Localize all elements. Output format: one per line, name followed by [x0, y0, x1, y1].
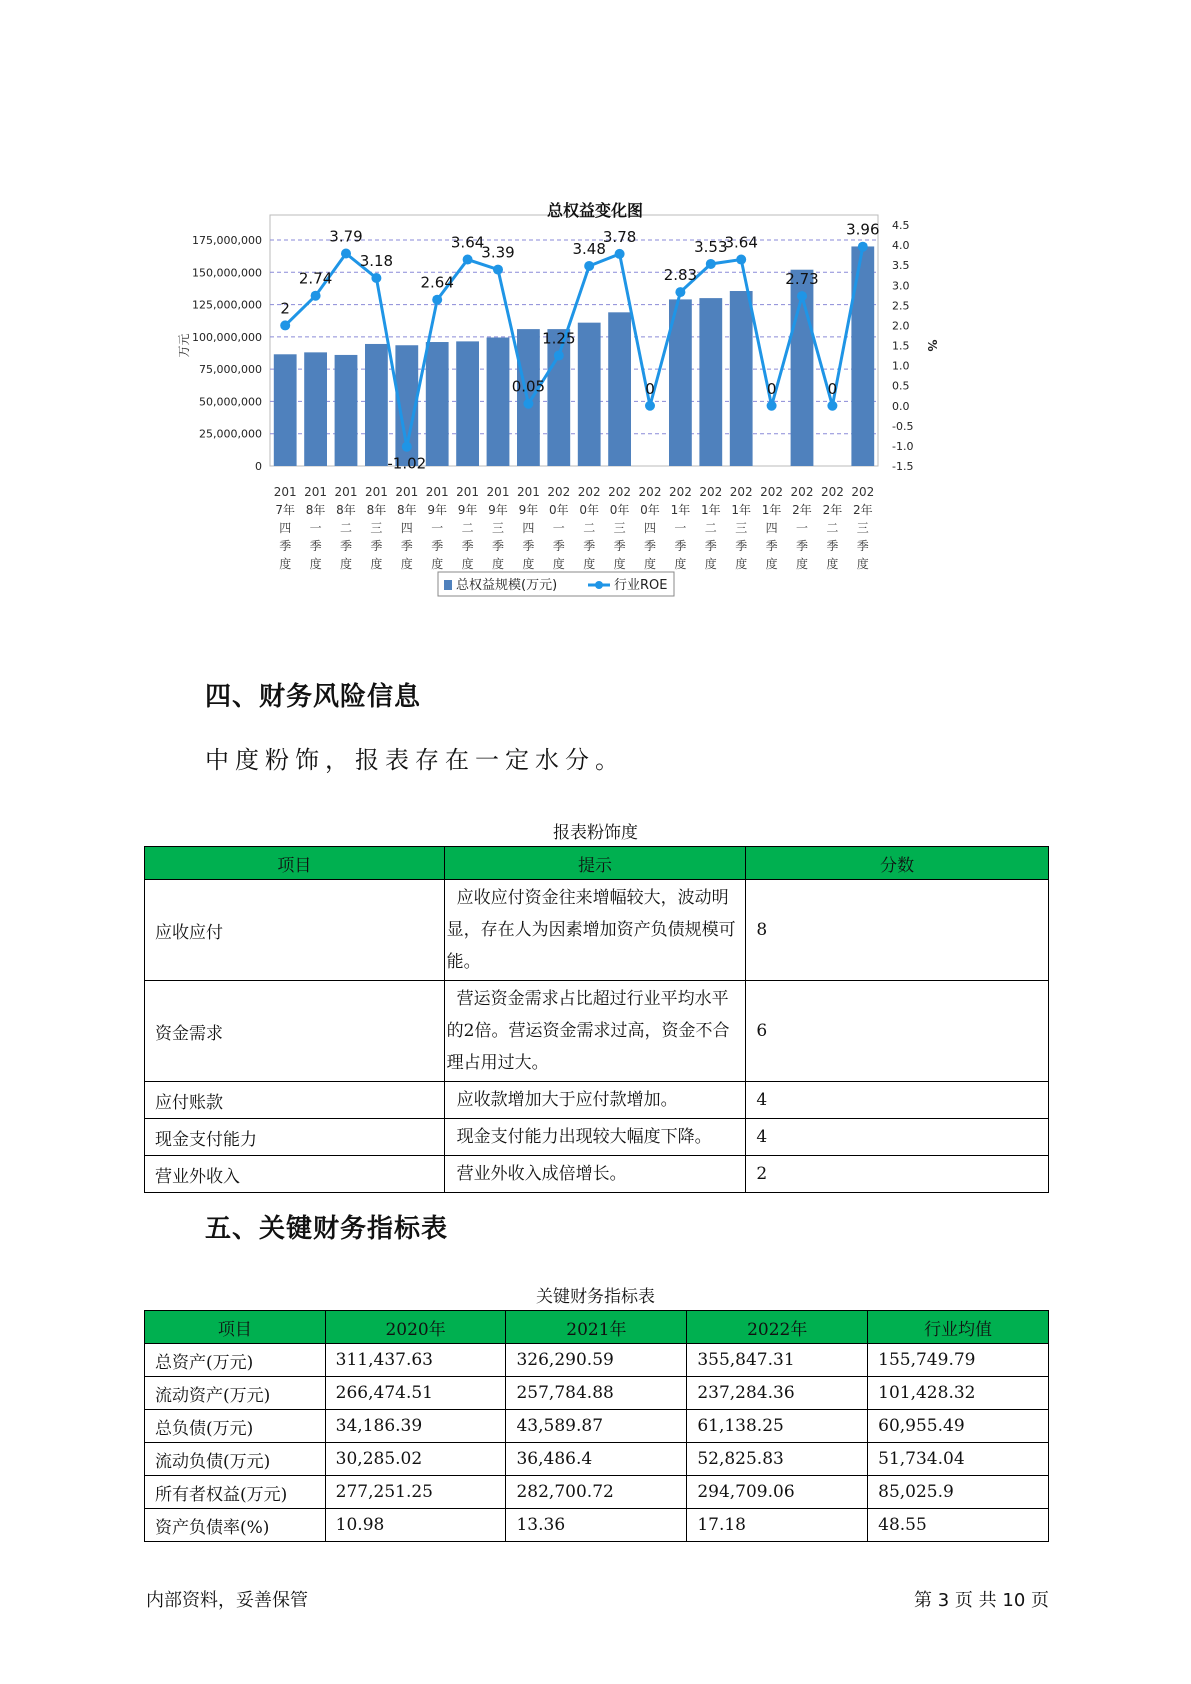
table-cell: 326,290.59 [506, 1344, 687, 1377]
table1-caption: 报表粉饰度 [553, 823, 638, 843]
table-cell: 282,700.72 [506, 1476, 687, 1509]
roe-point [675, 287, 685, 297]
roe-point [493, 265, 503, 275]
roe-point [584, 261, 594, 271]
header-cell: 提示 [444, 847, 746, 880]
y2-tick-label: -0.5 [892, 419, 914, 433]
table-row [145, 981, 1049, 1082]
table-cell: 101,428.32 [868, 1377, 1049, 1410]
table-cell: 51,734.04 [868, 1443, 1049, 1476]
table-cell: 流动资产(万元) [145, 1377, 326, 1410]
roe-data-label: 2.73 [785, 270, 819, 289]
table-row [145, 1377, 1049, 1410]
table-cell: 现金支付能力 [145, 1119, 445, 1156]
y-tick-label: 75,000,000 [199, 363, 262, 377]
table-cell: 6 [746, 981, 1049, 1082]
x-tick-label: 201 9年二季度 [456, 485, 480, 571]
chart-title: 总权益变化图 [546, 201, 643, 220]
x-tick-label: 202 1年三季度 [729, 485, 753, 571]
roe-data-label: 0 [766, 379, 777, 398]
bar [304, 352, 327, 466]
table-cell: 资金需求 [145, 981, 445, 1082]
roe-data-label: 3.64 [724, 233, 758, 252]
roe-point [523, 399, 533, 409]
roe-data-label: 1.25 [542, 329, 576, 348]
key-indicators-table [144, 1310, 1049, 1542]
bar [365, 344, 388, 466]
roe-point [311, 291, 321, 301]
roe-data-label: 0 [645, 379, 655, 398]
table-cell: 294,709.06 [687, 1476, 868, 1509]
header-cell: 2021年 [506, 1311, 687, 1344]
table-cell: 应收应付 [145, 880, 445, 981]
roe-data-label: 2 [280, 299, 290, 318]
x-tick-label: 201 9年三季度 [486, 485, 510, 571]
table-row [145, 1119, 1049, 1156]
bar [426, 342, 449, 466]
table-cell: 257,784.88 [506, 1377, 687, 1410]
bar [699, 298, 722, 466]
y-tick-label: 100,000,000 [192, 330, 262, 344]
roe-point [402, 442, 412, 452]
x-tick-label: 201 9年四季度 [516, 485, 540, 571]
bar [608, 312, 631, 466]
table-cell: 52,825.83 [687, 1443, 868, 1476]
table-cell: 2 [746, 1156, 1049, 1193]
table-row [145, 1476, 1049, 1509]
table-cell: 36,486.4 [506, 1443, 687, 1476]
roe-data-label: 3.53 [694, 237, 728, 256]
legend-bar-label: 总权益规模(万元) [456, 578, 558, 593]
bar [547, 329, 570, 466]
table-cell: 60,955.49 [868, 1410, 1049, 1443]
bar [335, 355, 358, 466]
table-cell: 应收应付资金往来增幅较大，波动明显，存在人为因素增加资产负债规模可能。 [444, 880, 746, 981]
roe-point [736, 255, 746, 265]
y2-tick-label: -1.5 [892, 460, 914, 473]
header-cell: 项目 [145, 1311, 326, 1344]
y2-tick-label: 4.5 [892, 219, 910, 232]
table-cell: 17.18 [687, 1509, 868, 1542]
x-tick-label: 201 8年四季度 [395, 485, 419, 571]
table-cell: 应付账款 [145, 1082, 445, 1119]
roe-data-label: 2.83 [663, 266, 698, 285]
header-cell: 行业均值 [868, 1311, 1049, 1344]
y2-tick-label: 3.5 [892, 259, 910, 273]
y-tick-label: 50,000,000 [199, 395, 262, 409]
table-cell: 43,589.87 [506, 1410, 687, 1443]
x-tick-label: 202 0年四季度 [638, 485, 662, 571]
roe-point [827, 401, 837, 411]
y-tick-label: 0 [255, 460, 262, 473]
table-header-row [145, 1311, 1049, 1344]
roe-data-label: 3.78 [602, 227, 637, 246]
table-cell: 营运资金需求占比超过行业平均水平的2倍。营运资金需求过高，资金不合理占用过大。 [444, 981, 746, 1082]
roe-data-label: 3.64 [450, 233, 485, 252]
table-cell: 237,284.36 [687, 1377, 868, 1410]
y2-tick-label: 4.0 [892, 239, 910, 253]
roe-point [554, 351, 564, 361]
y-tick-label: 25,000,000 [199, 427, 262, 441]
bar [274, 354, 297, 466]
table-row [145, 1410, 1049, 1443]
table-row [145, 880, 1049, 981]
y2-tick-label: 2.5 [892, 299, 910, 313]
y2-tick-label: -1.0 [892, 439, 914, 453]
x-tick-label: 201 8年二季度 [334, 485, 358, 571]
y-tick-label: 175,000,000 [192, 234, 262, 247]
table-cell: 13.36 [506, 1509, 687, 1542]
table-cell: 30,285.02 [325, 1443, 506, 1476]
roe-point [797, 291, 807, 301]
roe-data-label: 3.18 [359, 252, 394, 271]
x-tick-label: 202 0年二季度 [577, 485, 601, 571]
table-cell: 流动负债(万元) [145, 1443, 326, 1476]
table-cell: 资产负债率(%) [145, 1509, 326, 1542]
table-header-row [145, 847, 1049, 880]
roe-point [371, 273, 381, 283]
table-cell: 营业外收入 [145, 1156, 445, 1193]
x-tick-label: 202 1年一季度 [668, 485, 692, 571]
table-cell: 85,025.9 [868, 1476, 1049, 1509]
y2-tick-label: 1.5 [892, 339, 910, 353]
y2-tick-label: 0.0 [892, 399, 910, 413]
table-cell: 277,251.25 [325, 1476, 506, 1509]
table-cell: 34,186.39 [325, 1410, 506, 1443]
table-row [145, 1344, 1049, 1377]
bar [578, 323, 601, 466]
section4-summary: 中度粉饰，报表存在一定水分。 [205, 746, 625, 774]
roe-point [615, 249, 625, 259]
roe-data-label: 2.64 [420, 273, 454, 292]
section4-heading: 四、财务风险信息 [205, 682, 422, 712]
roe-data-label: 3.79 [329, 227, 363, 246]
roe-point [341, 249, 351, 259]
x-tick-label: 201 8年一季度 [304, 485, 328, 571]
table-cell: 10.98 [325, 1509, 506, 1542]
roe-data-label: -1.02 [387, 454, 427, 473]
chart-canvas [170, 190, 1020, 650]
x-tick-label: 201 8年三季度 [364, 485, 388, 571]
roe-data-label: 3.96 [846, 220, 880, 239]
table-cell: 8 [746, 880, 1049, 981]
y2-tick-label: 0.5 [892, 379, 910, 393]
roe-data-label: 0.05 [511, 377, 546, 396]
roe-point [463, 255, 473, 265]
table-cell: 现金支付能力出现较大幅度下降。 [444, 1119, 746, 1156]
legend-line-label: 行业ROE [614, 578, 668, 593]
y2-tick-label: 2.0 [892, 319, 910, 333]
roe-point [858, 242, 868, 252]
roe-point [767, 401, 777, 411]
roe-point [432, 295, 442, 305]
roe-data-label: 3.48 [572, 239, 606, 258]
window-dressing-table [144, 846, 1049, 1193]
header-cell: 2020年 [325, 1311, 506, 1344]
roe-data-label: 2.74 [298, 269, 333, 288]
footer-confidential: 内部资料，妥善保管 [146, 1590, 308, 1611]
table-row [145, 1509, 1049, 1542]
y-tick-label: 125,000,000 [192, 298, 262, 312]
y-axis-label: 万元 [177, 333, 191, 358]
x-tick-label: 202 0年三季度 [608, 485, 632, 571]
table-cell: 所有者权益(万元) [145, 1476, 326, 1509]
table-cell: 4 [746, 1119, 1049, 1156]
table-row [145, 1443, 1049, 1476]
table-cell: 311,437.63 [325, 1344, 506, 1377]
legend-line-marker [595, 581, 603, 589]
roe-point [280, 320, 290, 330]
equity-chart [170, 190, 1020, 650]
table-cell: 48.55 [868, 1509, 1049, 1542]
table-cell: 营业外收入成倍增长。 [444, 1156, 746, 1193]
bar [456, 341, 479, 466]
bar [487, 338, 510, 466]
x-tick-label: 202 2年三季度 [851, 485, 875, 571]
bar [851, 246, 874, 466]
legend-bar-swatch [444, 580, 452, 590]
section5-heading: 五、关键财务指标表 [205, 1214, 449, 1244]
table-row [145, 1082, 1049, 1119]
x-tick-label: 202 1年四季度 [760, 485, 784, 571]
table2-caption: 关键财务指标表 [536, 1287, 655, 1307]
table-cell: 4 [746, 1082, 1049, 1119]
table-cell: 应收款增加大于应付款增加。 [444, 1082, 746, 1119]
header-cell: 2022年 [687, 1311, 868, 1344]
y-tick-label: 150,000,000 [192, 266, 262, 280]
y2-axis-label: % [925, 339, 939, 352]
roe-point [706, 259, 716, 269]
table-cell: 266,474.51 [325, 1377, 506, 1410]
table-cell: 61,138.25 [687, 1410, 868, 1443]
x-tick-label: 201 9年一季度 [425, 485, 449, 571]
roe-point [645, 401, 655, 411]
x-tick-label: 202 2年二季度 [820, 485, 844, 571]
x-tick-label: 202 0年一季度 [547, 485, 571, 571]
table-cell: 总资产(万元) [145, 1344, 326, 1377]
roe-data-label: 3.39 [481, 243, 515, 262]
y2-tick-label: 3.0 [892, 279, 910, 293]
table-cell: 总负债(万元) [145, 1410, 326, 1443]
footer-page-number: 第 3 页 共 10 页 [914, 1590, 1049, 1611]
x-tick-label: 202 1年二季度 [699, 485, 723, 571]
table-cell: 355,847.31 [687, 1344, 868, 1377]
bar [730, 291, 753, 466]
x-tick-label: 201 7年四季度 [273, 485, 297, 571]
y2-tick-label: 1.0 [892, 359, 910, 373]
x-tick-label: 202 2年一季度 [790, 485, 814, 571]
table-row [145, 1156, 1049, 1193]
table-cell: 155,749.79 [868, 1344, 1049, 1377]
header-cell: 项目 [145, 847, 445, 880]
roe-data-label: 0 [827, 379, 838, 398]
header-cell: 分数 [746, 847, 1049, 880]
